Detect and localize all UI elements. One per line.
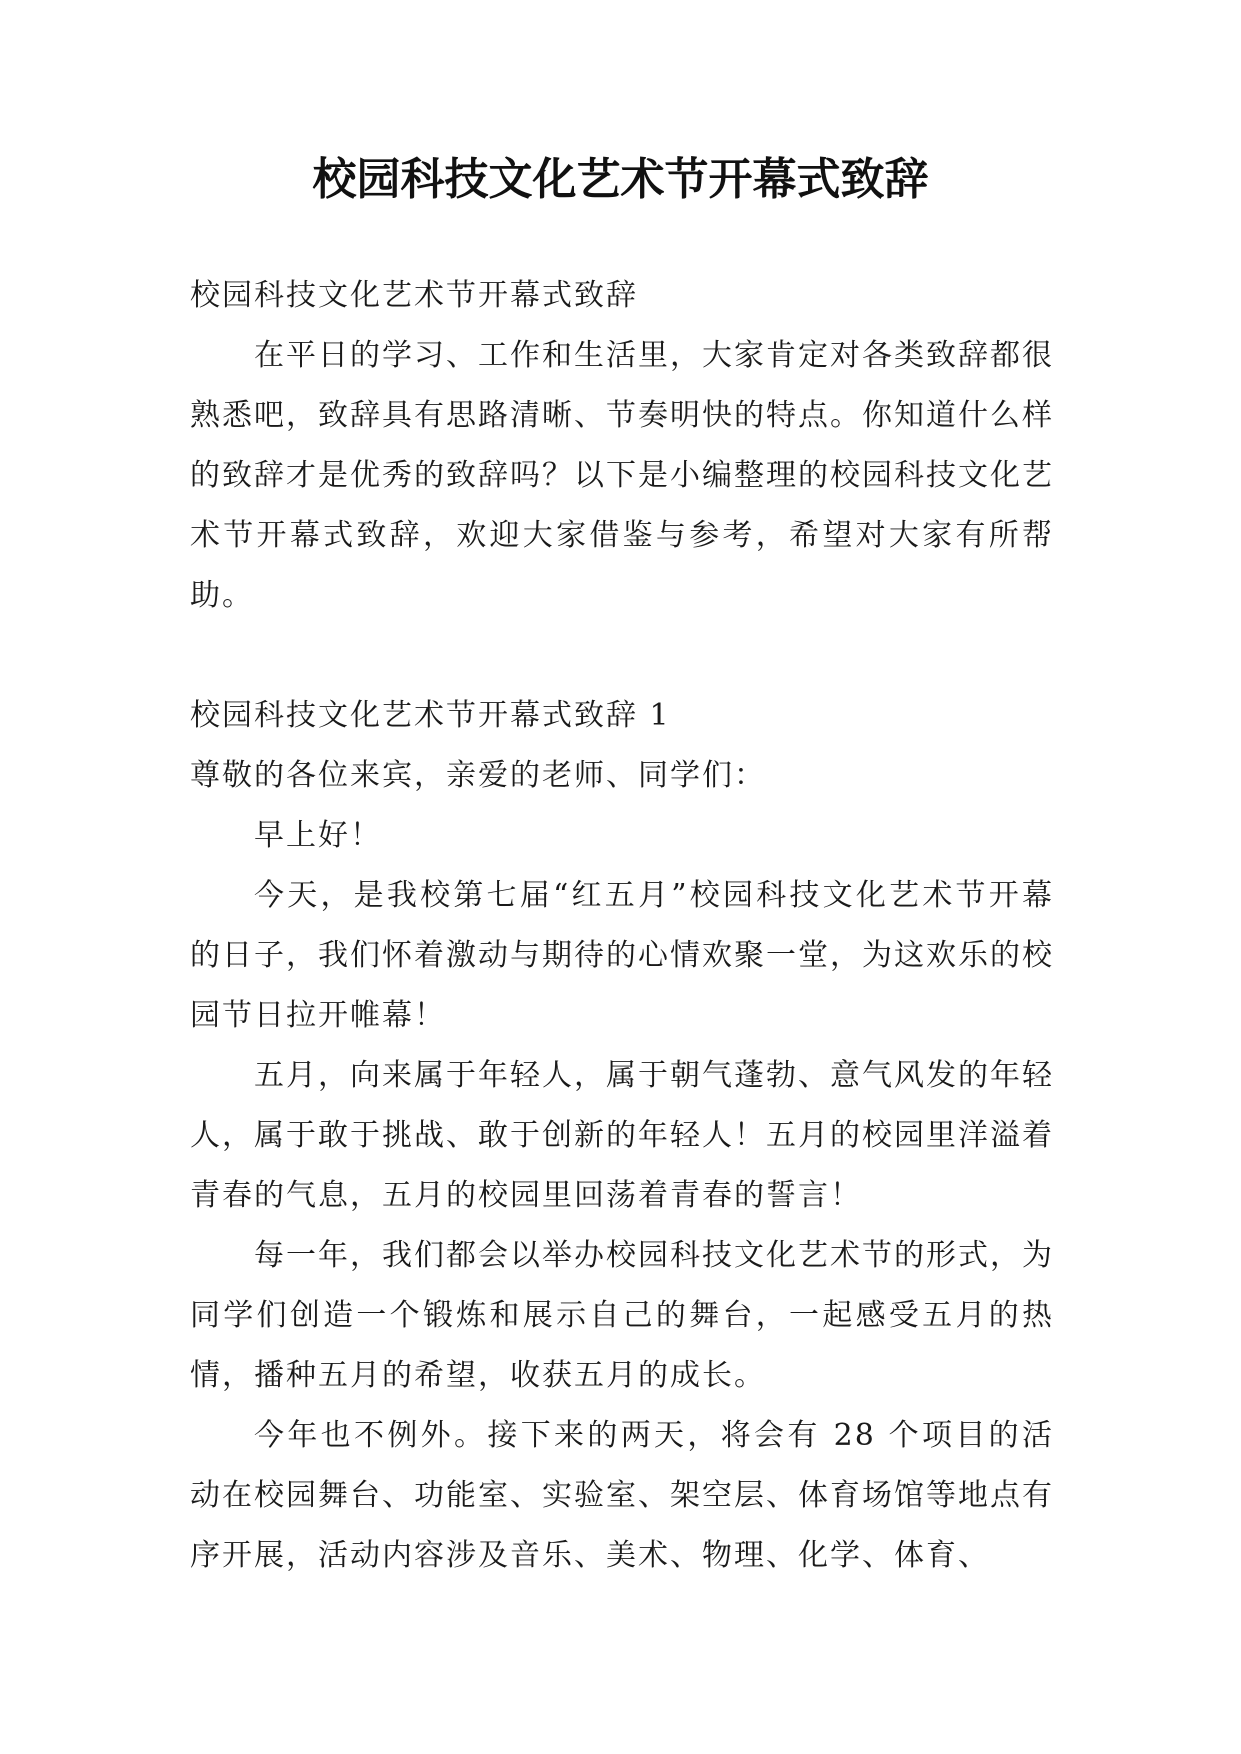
document-title: 校园科技文化艺术节开幕式致辞: [312, 154, 929, 205]
section-heading: 校园科技文化艺术节开幕式致辞 1: [190, 698, 671, 733]
body-paragraph: 五月，向来属于年轻人，属于朝气蓬勃、意气风发的年轻人，属于敢于挑战、敢于创新的年轻人！五月的校园里洋溢着青春的气息，五月的校园里回荡着青春的誓言！: [190, 1058, 1054, 1213]
body-paragraph: 今天，是我校第七届“红五月”校园科技文化艺术节开幕的日子，我们怀着激动与期待的心情欢聚一堂，为这欢乐的校园节日拉开帷幕！: [190, 878, 1054, 1033]
greeting: 早上好！: [254, 818, 382, 853]
body-paragraph: 今年也不例外。接下来的两天，将会有 28 个项目的活动在校园舞台、功能室、实验室、架空层、体育场馆等地点有序开展，活动内容涉及音乐、美术、物理、化学、体育、: [190, 1418, 1054, 1573]
document-body: [190, 266, 1054, 1586]
document-subtitle: 校园科技文化艺术节开幕式致辞: [190, 278, 638, 313]
intro-paragraph: 在平日的学习、工作和生活里，大家肯定对各类致辞都很熟悉吧，致辞具有思路清晰、节奏明快的特点。你知道什么样的致辞才是优秀的致辞吗？以下是小编整理的校园科技文化艺术节开幕式致辞，欢迎大家借鉴与参考，希望对大家有所帮助。: [190, 338, 1054, 613]
section-spacer: [190, 626, 1054, 686]
body-paragraph: 每一年，我们都会以举办校园科技文化艺术节的形式，为同学们创造一个锻炼和展示自己的舞台，一起感受五月的热情，播种五月的希望，收获五月的成长。: [190, 1238, 1054, 1393]
salutation: 尊敬的各位来宾，亲爱的老师、同学们：: [190, 758, 766, 793]
